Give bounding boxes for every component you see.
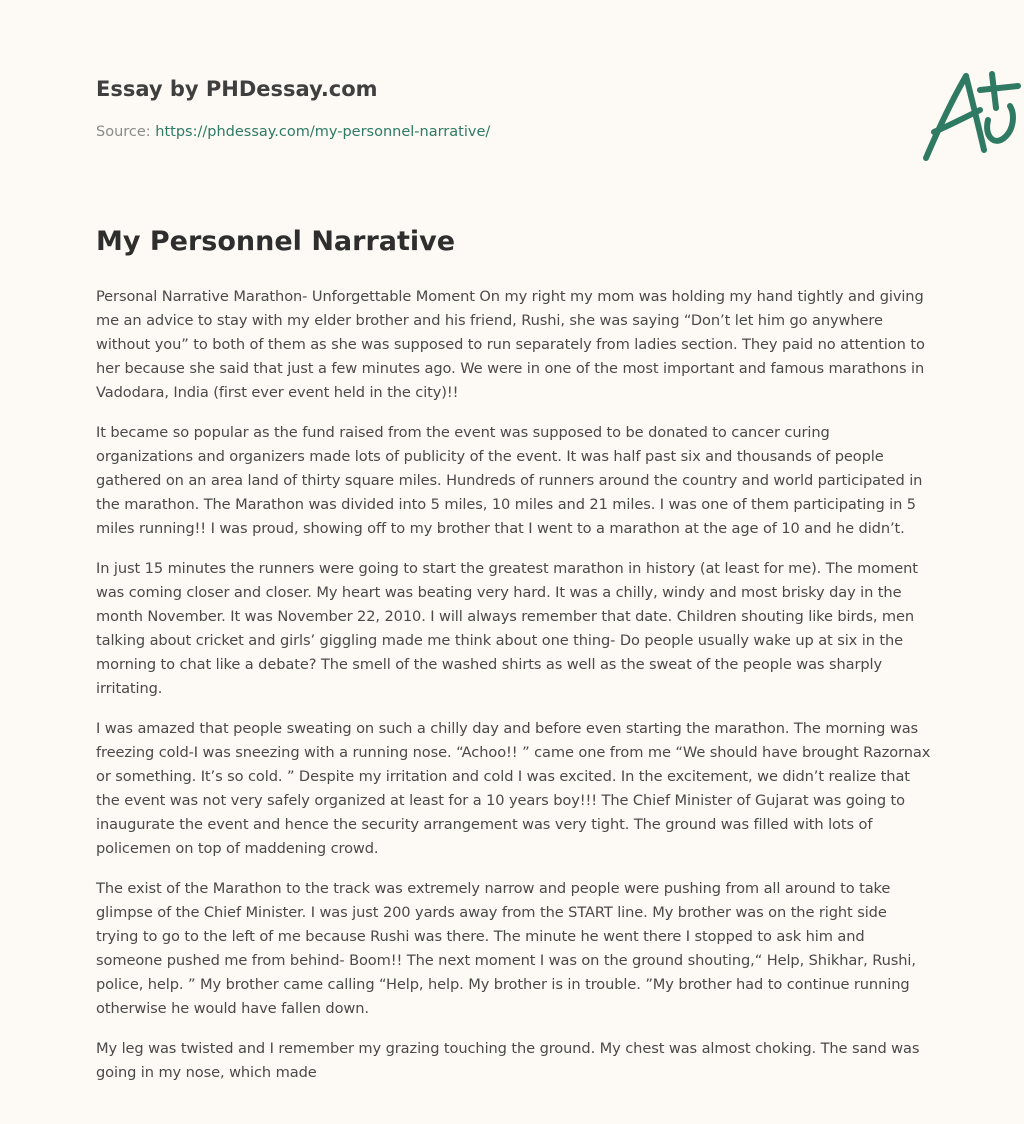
essay-title: My Personnel Narrative	[96, 226, 456, 257]
source-link[interactable]: https://phdessay.com/my-personnel-narrative/	[155, 124, 491, 140]
essay-body	[96, 285, 931, 1101]
a-plus-logo-icon	[918, 66, 1022, 166]
essay-paragraph-2: It became so popular as the fund raised from the event was supposed to be donated to cancer curing organizations and organizers made lots of publicity of the event. It was half past six and thousands of people gathered on an area land of thirty square miles. Hundreds of runners around the country and world participated in the marathon. The Marathon was divided into 5 miles, 10 miles and 21 miles. I was one of them participating in 5 miles running!! I was proud, showing off to my brother that I went to a marathon at the age of 10 and he didn’t.	[96, 424, 923, 537]
essay-paragraph-6: My leg was twisted and I remember my grazing touching the ground. My chest was almost choking. The sand was going in my nose, which made	[96, 1040, 920, 1081]
essay-paragraph-5: The exist of the Marathon to the track was extremely narrow and people were pushing from all around to take glimpse of the Chief Minister. I was just 200 yards away from the START line. My brother was on the right side trying to go to the left of me because Rushi was there. The minute he went there I stopped to ask him and someone pushed me from behind- Boom!! The next moment I was on the ground shouting,“ Help, Shikhar, Rushi, police, help. ” My brother came calling “Help, help. My brother is in trouble. ”My brother had to continue running otherwise he would have fallen down.	[96, 880, 916, 1017]
source-line	[96, 124, 490, 140]
site-title: Essay by PHDessay.com	[96, 77, 378, 101]
source-label: Source:	[96, 124, 156, 140]
essay-paragraph-1: Personal Narrative Marathon- Unforgettable Moment On my right my mom was holding my hand tightly and giving me an advice to stay with my elder brother and his friend, Rushi, she was saying “Don’t let him go anywhere without you” to both of them as she was supposed to run separately from ladies section. They paid no attention to her because she said that just a few minutes ago. We were in one of the most important and famous marathons in Vadodara, India (first ever event held in the city)!!	[96, 288, 925, 401]
essay-paragraph-4: I was amazed that people sweating on such a chilly day and before even starting the marathon. The morning was freezing cold-I was sneezing with a running nose. “Achoo!! ” came one from me “We should have brought Razornax or something. It’s so cold. ” Despite my irritation and cold I was excited. In the excitement, we didn’t realize that the event was not very safely organized at least for a 10 years boy!!! The Chief Minister of Gujarat was going to inaugurate the event and hence the security arrangement was very tight. The ground was filled with lots of policemen on top of maddening crowd.	[96, 720, 931, 857]
a-plus-logo-svg	[918, 66, 1022, 166]
essay-paragraph-3: In just 15 minutes the runners were going to start the greatest marathon in history (at least for me). The moment was coming closer and closer. My heart was beating very hard. It was a chilly, windy and most brisky day in the month November. It was November 22, 2010. I will always remember that date. Children shouting like birds, men talking about cricket and girls’ giggling made me think about one thing- Do people usually wake up at six in the morning to chat like a debate? The smell of the washed shirts as well as the sweat of the people was sharply irritating.	[96, 560, 918, 697]
